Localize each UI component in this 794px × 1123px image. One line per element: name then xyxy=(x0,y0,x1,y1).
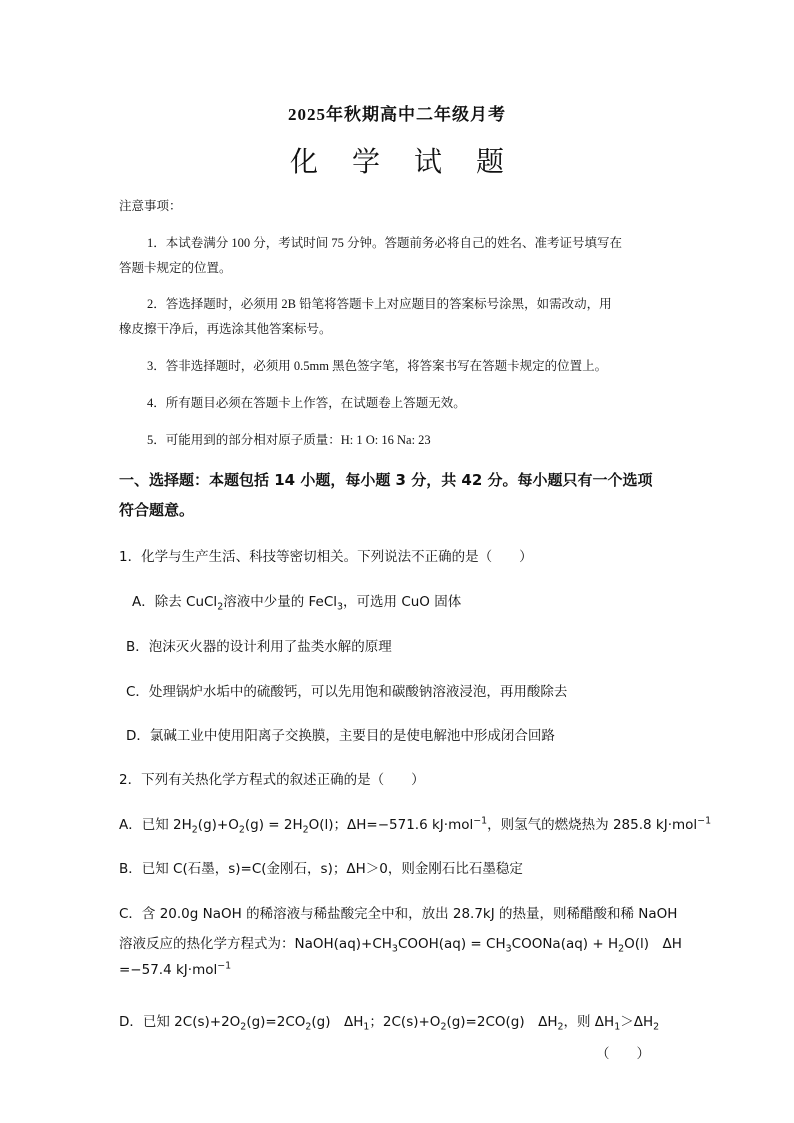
section-1-heading-line-2: 符合题意。 xyxy=(119,501,195,519)
question-2-option-b: B．已知 C(石墨，s)=C(金刚石，s)；ΔH＞0，则金刚石比石墨稳定 xyxy=(119,861,523,877)
notice-item-1-line-1: 1．本试卷满分 100 分，考试时间 75 分钟。答题前务必将自己的姓名、准考证号填写在 xyxy=(147,236,623,250)
question-2-stem: 2．下列有关热化学方程式的叙述正确的是（ ） xyxy=(119,772,425,788)
answer-parentheses: （ ） xyxy=(596,1046,650,1062)
question-2-option-c-line-3: =−57.4 kJ·mol$^{-1}$ xyxy=(119,960,232,978)
exam-title: 2025年秋期高中二年级月考 xyxy=(288,105,506,124)
question-2-option-c-line-2: 溶液反应的热化学方程式为：$NaOH(aq)+CH_3COOH(aq)$ = $CH_3COONa(aq) + H_2O(l)$ ΔH xyxy=(119,936,682,955)
question-1-stem: 1．化学与生产生活、科技等密切相关。下列说法不正确的是（ ） xyxy=(119,549,533,565)
question-2-option-c-line-1: C．含 20.0g NaOH 的稀溶液与稀盐酸完全中和，放出 28.7kJ 的热量，则稀醋酸和稀 NaOH xyxy=(119,906,678,922)
question-1-option-c: C．处理锅炉水垢中的硫酸钙，可以先用饱和碳酸钠溶液浸泡，再用酸除去 xyxy=(126,684,568,700)
notice-item-5: 5．可能用到的部分相对原子质量：H: 1 O: 16 Na: 23 xyxy=(147,433,431,447)
question-2-option-d: D．已知 $2C(s)+2O_2(g)=2CO_2(g)$ $\Delta H_1$；$2C(s)+O_2(g)=2CO(g)$ $\Delta H_2$，则 $\Delta H_1>\Delta H_2$ xyxy=(119,1014,660,1033)
notice-item-2-line-2: 橡皮擦干净后，再选涂其他答案标号。 xyxy=(119,322,332,336)
question-1-option-b: B．泡沫灭火器的设计利用了盐类水解的原理 xyxy=(126,639,392,655)
question-1-option-a: A．除去 CuCl$_2$溶液中少量的 FeCl$_3$，可选用 CuO 固体 xyxy=(132,594,462,613)
notice-item-3: 3．答非选择题时，必须用 0.5mm 黑色签字笔，将答案书写在答题卡规定的位置上。 xyxy=(147,359,608,373)
notice-heading: 注意事项： xyxy=(119,199,182,213)
question-1-option-d: D．氯碱工业中使用阳离子交换膜，主要目的是使电解池中形成闭合回路 xyxy=(126,728,555,744)
notice-item-4: 4．所有题目必须在答题卡上作答，在试题卷上答题无效。 xyxy=(147,396,466,410)
notice-item-1-line-2: 答题卡规定的位置。 xyxy=(119,261,232,275)
subject-title: 化学试题 xyxy=(289,147,538,178)
section-1-heading-line-1: 一、选择题：本题包括 14 小题，每小题 3 分，共 42 分。每小题只有一个选项 xyxy=(119,471,653,489)
notice-item-2-line-1: 2．答选择题时，必须用 2B 铅笔将答题卡上对应题目的答案标号涂黑，如需改动，用 xyxy=(147,297,612,311)
question-2-option-a: A．已知 $2H_2(g)+O_2(g) = 2H_2O(l)$；ΔH=−571.6 kJ·mol$^{-1}$，则氢气的燃烧热为 285.8 kJ·mol$^{-1}$ xyxy=(119,815,712,836)
